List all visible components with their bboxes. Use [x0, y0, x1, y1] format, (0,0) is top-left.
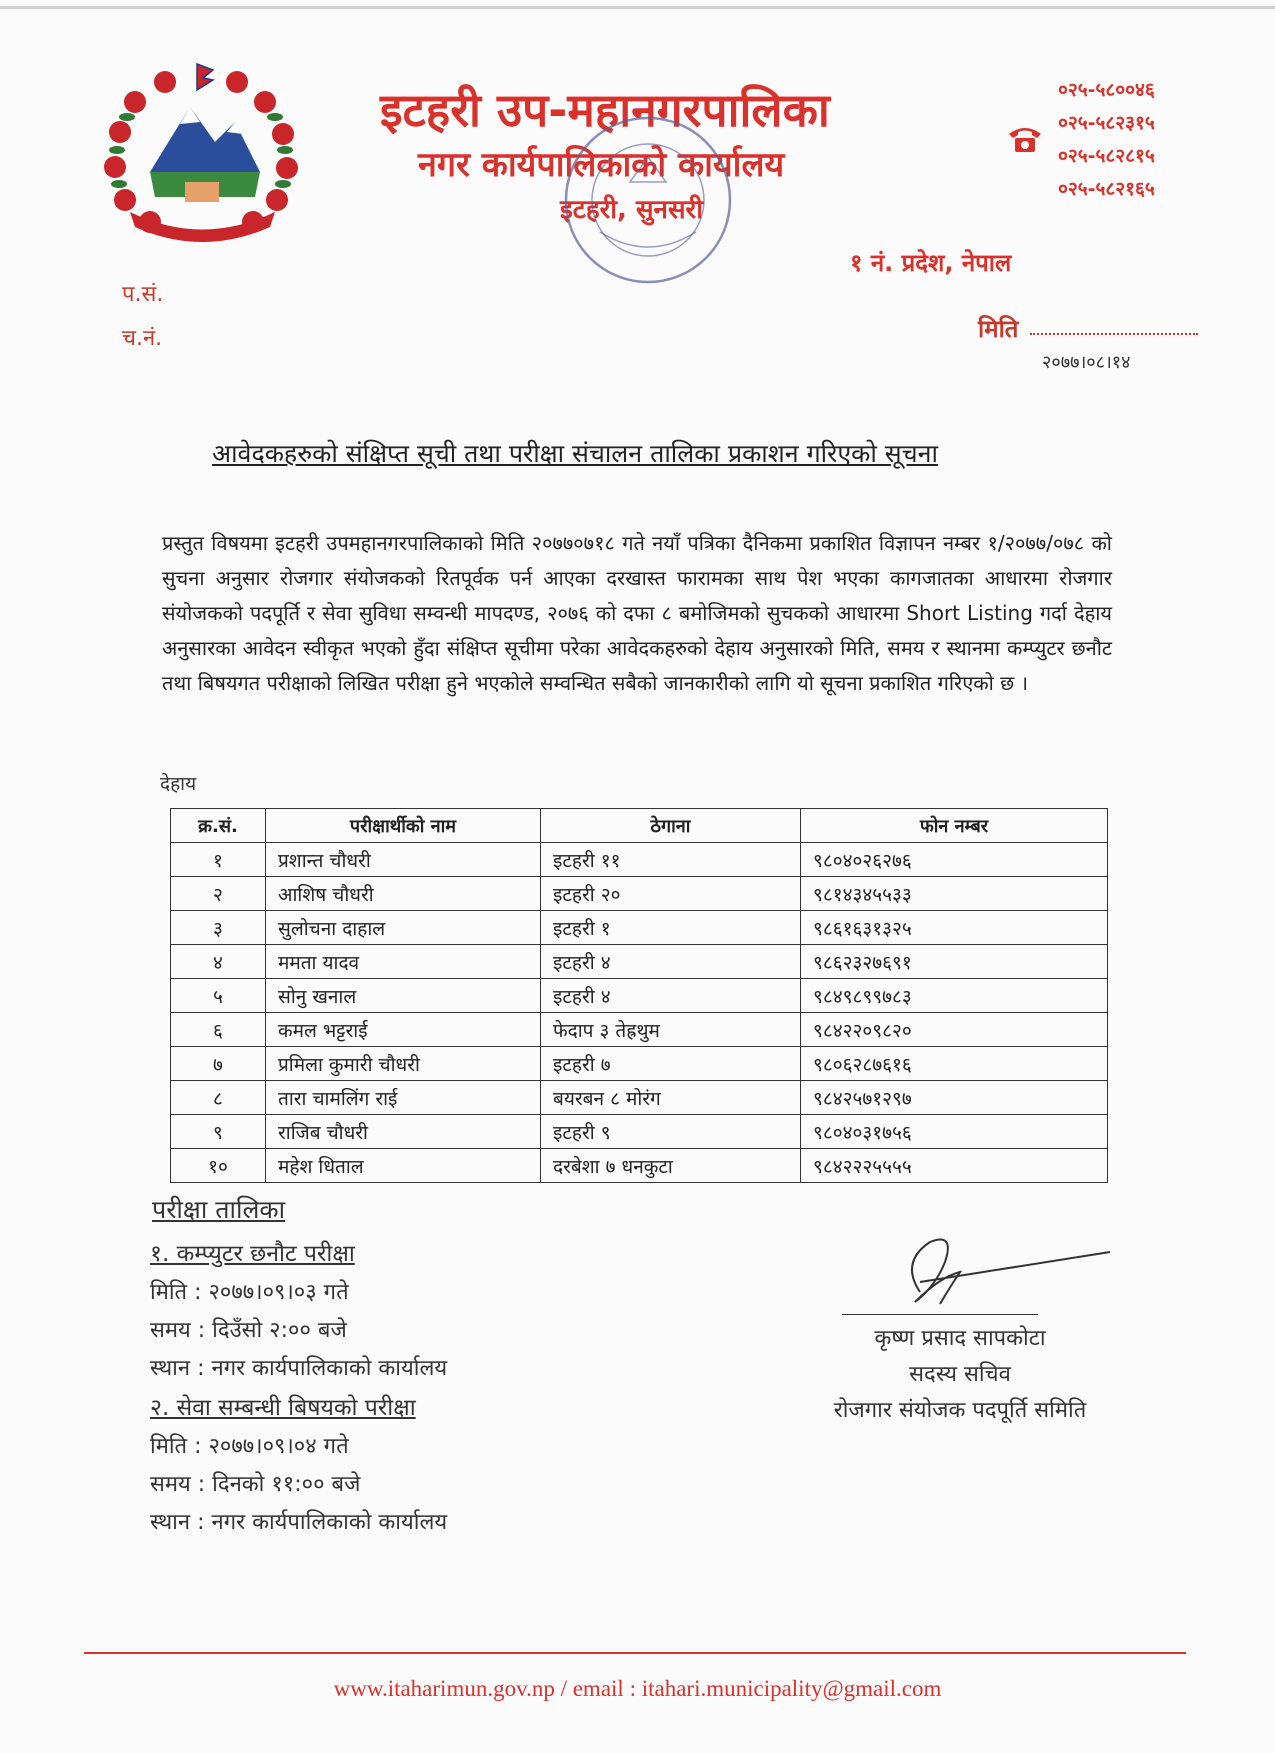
phone-number: ०२५-५८२८१५ [1058, 145, 1155, 167]
row-phone: ९८१४३४५५३३ [801, 877, 1108, 911]
row-phone: ९८०४०३१७५६ [801, 1115, 1108, 1149]
row-phone: ९८०६२८७६१६ [801, 1047, 1108, 1081]
ref-chalani-number: च.नं. [122, 326, 163, 351]
signature-rule [842, 1314, 1038, 1315]
row-sn: ७ [171, 1047, 266, 1081]
exam2-place: स्थान : नगर कार्यपालिकाको कार्यालय [150, 1510, 448, 1535]
row-phone: ९८४२२०९८२० [801, 1013, 1108, 1047]
table-row [171, 877, 1108, 911]
row-sn: ५ [171, 979, 266, 1013]
date-value: २०७७।०८।१४ [1042, 352, 1131, 373]
table-row [171, 843, 1108, 877]
dehaay-label: देहाय [160, 773, 197, 795]
row-name: प्रमिला कुमारी चौधरी [266, 1047, 541, 1081]
row-name: सोनु खनाल [266, 979, 541, 1013]
row-address: फेदाप ३ तेह्रथुम [541, 1013, 801, 1047]
table-row [171, 1013, 1108, 1047]
table-row [171, 1149, 1108, 1183]
table-row [171, 979, 1108, 1013]
office-location: इटहरी, सुनसरी [560, 195, 703, 225]
table-row [171, 945, 1108, 979]
row-name: सुलोचना दाहाल [266, 911, 541, 945]
footer-contact: www.itaharimun.gov.np / email : itahari.municipality@gmail.com [333, 1676, 942, 1701]
signatory-role: सदस्य सचिव [909, 1362, 1011, 1387]
nepal-emblem-icon [95, 62, 310, 257]
exam1-time: समय : दिउँसो २:०० बजे [150, 1318, 347, 1343]
row-address: इटहरी १ [541, 911, 801, 945]
row-name: महेश धिताल [266, 1149, 541, 1183]
phone-numbers [1058, 74, 1155, 206]
row-name: राजिब चौधरी [266, 1115, 541, 1149]
column-header-address: ठेगाना [541, 809, 801, 843]
row-address: इटहरी ७ [541, 1047, 801, 1081]
footer-divider [84, 1652, 1186, 1654]
exam1-title: १. कम्प्युटर छनौट परीक्षा [150, 1241, 355, 1267]
table-header-row [171, 809, 1108, 843]
notice-body: प्रस्तुत विषयमा इटहरी उपमहानगरपालिकाको मिति २०७७०७१८ गते नयाँ पत्रिका दैनिकमा प्रकाशित विज्ञापन नम्बर १/२०७७/०७८ को सुचना अनुसार रोजगार संयोजकको रितपूर्वक पर्न आएका दरखास्त फारामका साथ पेश भएका कागजातका आधारमा रोजगार संयोजकको पदपूर्ति र सेवा सुविधा सम्वन्धी मापदण्ड, २०७६ को दफा ८ बमोजिमको सुचकको आधारमा Short Listing गर्दा देहाय अनुसारका आवेदन स्वीकृत भएको हुँदा संक्षिप्त सूचीमा परेका आवेदकहरुको देहाय अनुसारको मिति, समय र स्थानमा कम्प्युटर छनौट तथा बिषयगत परीक्षाको लिखित परीक्षा हुने भएकोले सम्वन्धित सबैको जानकारीको लागि यो सूचना प्रकाशित गरिएको छ । [162, 531, 1112, 695]
row-sn: २ [171, 877, 266, 911]
exam1-date: मिति : २०७७।०९।०३ गते [150, 1280, 349, 1305]
exam2-time: समय : दिनको ११:०० बजे [150, 1472, 361, 1497]
date-label: मिति [978, 315, 1019, 343]
exam1-place: स्थान : नगर कार्यपालिकाको कार्यालय [150, 1356, 448, 1381]
office-name: इटहरी उप-महानगरपालिका [380, 83, 830, 137]
row-name: प्रशान्त चौधरी [266, 843, 541, 877]
row-address: इटहरी ४ [541, 979, 801, 1013]
row-address: दरबेशा ७ धनकुटा [541, 1149, 801, 1183]
table-row [171, 1047, 1108, 1081]
office-stamp [560, 112, 736, 288]
exam2-date: मिति : २०७७।०९।०४ गते [150, 1434, 349, 1459]
row-name: कमल भट्टराई [266, 1013, 541, 1047]
row-phone: ९८४९८९९७८३ [801, 979, 1108, 1013]
row-sn: ८ [171, 1081, 266, 1115]
row-sn: ३ [171, 911, 266, 945]
column-header-sn: क्र.सं. [171, 809, 266, 843]
date-dotted-line [1030, 333, 1198, 335]
row-phone: ९८६१६३१३२५ [801, 911, 1108, 945]
exam2-title: २. सेवा सम्बन्धी बिषयको परीक्षा [150, 1395, 416, 1421]
signatory-name: कृष्ण प्रसाद सापकोटा [874, 1326, 1046, 1351]
applicant-list-table [170, 808, 1108, 1183]
row-address: इटहरी २० [541, 877, 801, 911]
table-row [171, 911, 1108, 945]
row-name: तारा चामलिंग राई [266, 1081, 541, 1115]
row-address: इटहरी ४ [541, 945, 801, 979]
phone-number: ०२५-५८२१६५ [1058, 178, 1155, 200]
row-address: इटहरी ११ [541, 843, 801, 877]
row-phone: ९८४२२२५५५५ [801, 1149, 1108, 1183]
telephone-icon [1006, 124, 1044, 154]
row-sn: ४ [171, 945, 266, 979]
ref-patra-sankhya: प.सं. [122, 282, 164, 307]
exam-schedule-heading: परीक्षा तालिका [152, 1195, 286, 1224]
table-row [171, 1081, 1108, 1115]
column-header-phone: फोन नम्बर [801, 809, 1108, 843]
province-label: १ नं. प्रदेश, नेपाल [850, 249, 1012, 277]
row-sn: ६ [171, 1013, 266, 1047]
table-row [171, 1115, 1108, 1149]
row-phone: ९८०४०२६२७६ [801, 843, 1108, 877]
phone-number: ०२५-५८००४६ [1058, 79, 1155, 101]
row-phone: ९८४२५७१२९७ [801, 1081, 1108, 1115]
row-sn: १० [171, 1149, 266, 1183]
handwritten-signature [860, 1232, 1120, 1312]
phone-number: ०२५-५८२३१५ [1058, 112, 1155, 134]
notice-title: आवेदकहरुको संक्षिप्त सूची तथा परीक्षा संचालन तालिका प्रकाशन गरिएको सूचना [212, 439, 938, 468]
row-phone: ९८६२३२७६९१ [801, 945, 1108, 979]
row-sn: ९ [171, 1115, 266, 1149]
scan-edge-line [0, 6, 1275, 9]
row-name: आशिष चौधरी [266, 877, 541, 911]
office-subtitle: नगर कार्यपालिकाको कार्यालय [418, 145, 785, 185]
row-name: ममता यादव [266, 945, 541, 979]
signatory-committee: रोजगार संयोजक पदपूर्ति समिति [833, 1398, 1087, 1423]
row-sn: १ [171, 843, 266, 877]
row-address: बयरबन ८ मोरंग [541, 1081, 801, 1115]
row-address: इटहरी ९ [541, 1115, 801, 1149]
column-header-name: परीक्षार्थीको नाम [266, 809, 541, 843]
